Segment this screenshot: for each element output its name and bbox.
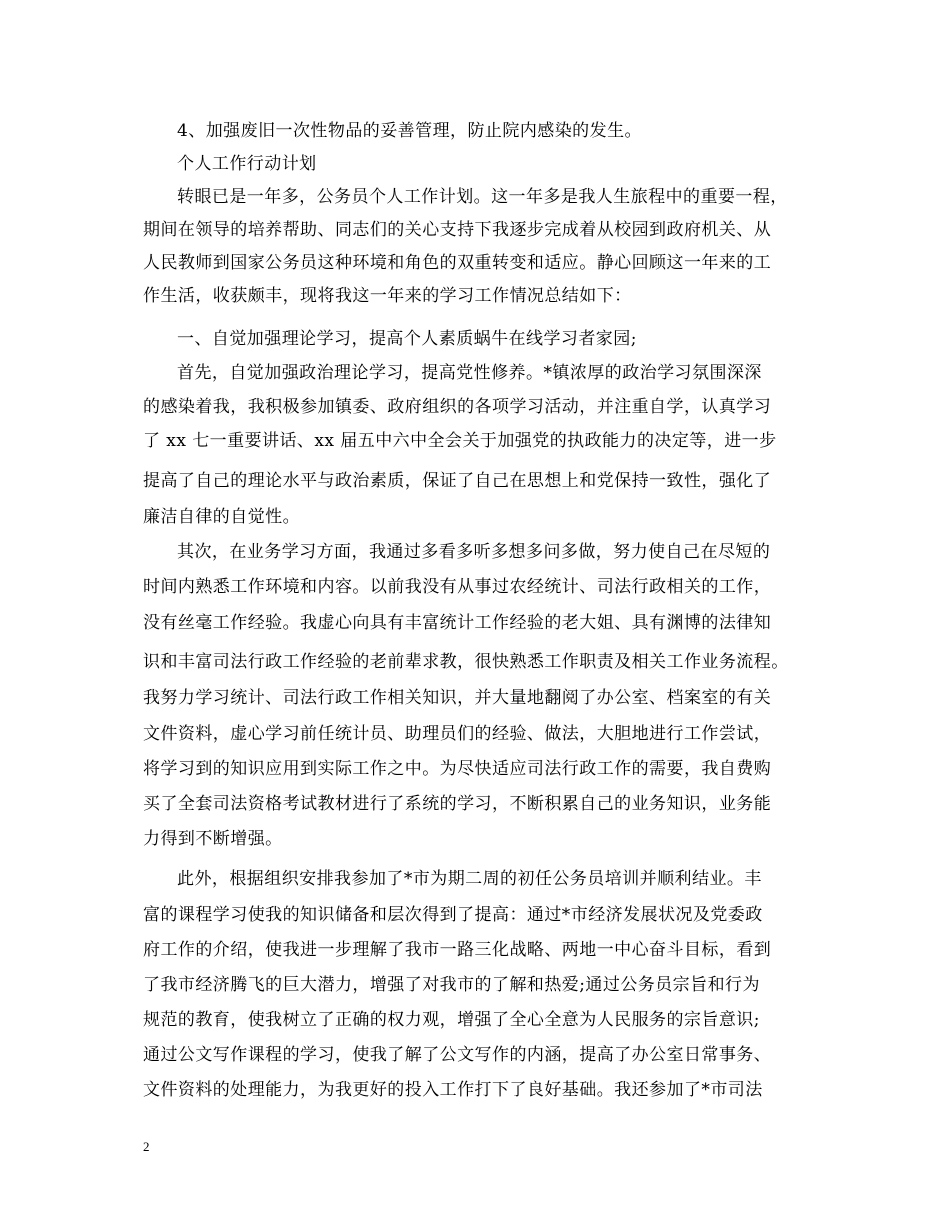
text-line: 力得到不断增强。 (143, 829, 283, 849)
text-line: 的感染着我，我积极参加镇委、政府组织的各项学习活动，并注重自学，认真学习 (143, 397, 772, 417)
text-line: 转眼已是一年多，公务员个人工作计划。这一年多是我人生旅程中的重要一程， (177, 187, 788, 207)
text-line: 一、自觉加强理论学习，提高个人素质蜗牛在线学习者家园; (177, 329, 637, 349)
text-line: 买了全套司法资格考试教材进行了系统的学习，不断积累自己的业务知识，业务能 (143, 794, 772, 814)
text-line: 将学习到的知识应用到实际工作之中。为尽快适应司法行政工作的需要，我自费购 (143, 759, 772, 779)
text-line: 个人工作行动计划 (177, 154, 317, 174)
text-line: 了 xx 七一重要讲话、xx 届五中六中全会关于加强党的执政能力的决定等，进一步 (143, 431, 777, 451)
text-line: 4、加强废旧一次性物品的妥善管理，防止院内感染的发生。 (177, 121, 642, 141)
text-line: 规范的教育，使我树立了正确的权力观，增强了全心全意为人民服务的宗旨意识; (143, 1010, 760, 1030)
text-line: 作生活，收获颇丰，现将我这一年来的学习工作情况总结如下： (143, 286, 632, 306)
text-line: 首先，自觉加强政治理论学习，提高党性修养。*镇浓厚的政治学习氛围深深 (177, 363, 762, 383)
text-line: 通过公文写作课程的学习，使我了解了公文写作的内涵，提高了办公室日常事务、 (143, 1045, 772, 1065)
text-line: 文件资料，虚心学习前任统计员、助理员们的经验、做法，大胆地进行工作尝试， (143, 724, 772, 744)
text-line: 期间在领导的培养帮助、同志们的关心支持下我逐步完成着从校园到政府机关、从 (143, 220, 772, 240)
text-line: 提高了自己的理论水平与政治素质，保证了自己在思想上和党保持一致性，强化了 (143, 471, 772, 491)
page-number: 2 (143, 1139, 150, 1154)
text-line: 文件资料的处理能力，为我更好的投入工作打下了良好基础。我还参加了*市司法 (143, 1080, 763, 1100)
text-line: 我努力学习统计、司法行政工作相关知识，并大量地翻阅了办公室、档案室的有关 (143, 688, 772, 708)
text-line: 人民教师到国家公务员这种环境和角色的双重转变和适应。静心回顾这一年来的工 (143, 253, 772, 273)
text-line: 没有丝毫工作经验。我虚心向具有丰富统计工作经验的老大姐、具有渊博的法律知 (143, 613, 772, 633)
text-line: 富的课程学习使我的知识储备和层次得到了提高：通过*市经济发展状况及党委政 (143, 905, 763, 925)
text-line: 府工作的介绍，使我进一步理解了我市一路三化战略、两地一中心奋斗目标，看到 (143, 940, 772, 960)
text-line: 其次，在业务学习方面，我通过多看多听多想多问多做，努力使自己在尽短的 (177, 542, 771, 562)
text-line: 廉洁自律的自觉性。 (143, 507, 301, 527)
text-line: 时间内熟悉工作环境和内容。以前我没有从事过农经统计、司法行政相关的工作， (143, 577, 772, 597)
text-line: 识和丰富司法行政工作经验的老前辈求教，很快熟悉工作职责及相关工作业务流程。 (143, 652, 789, 672)
text-line: 此外，根据组织安排我参加了*市为期二周的初任公务员培训并顺利结业。丰 (177, 869, 762, 889)
text-line: 了我市经济腾飞的巨大潜力，增强了对我市的了解和热爱;通过公务员宗旨和行为 (143, 975, 760, 995)
